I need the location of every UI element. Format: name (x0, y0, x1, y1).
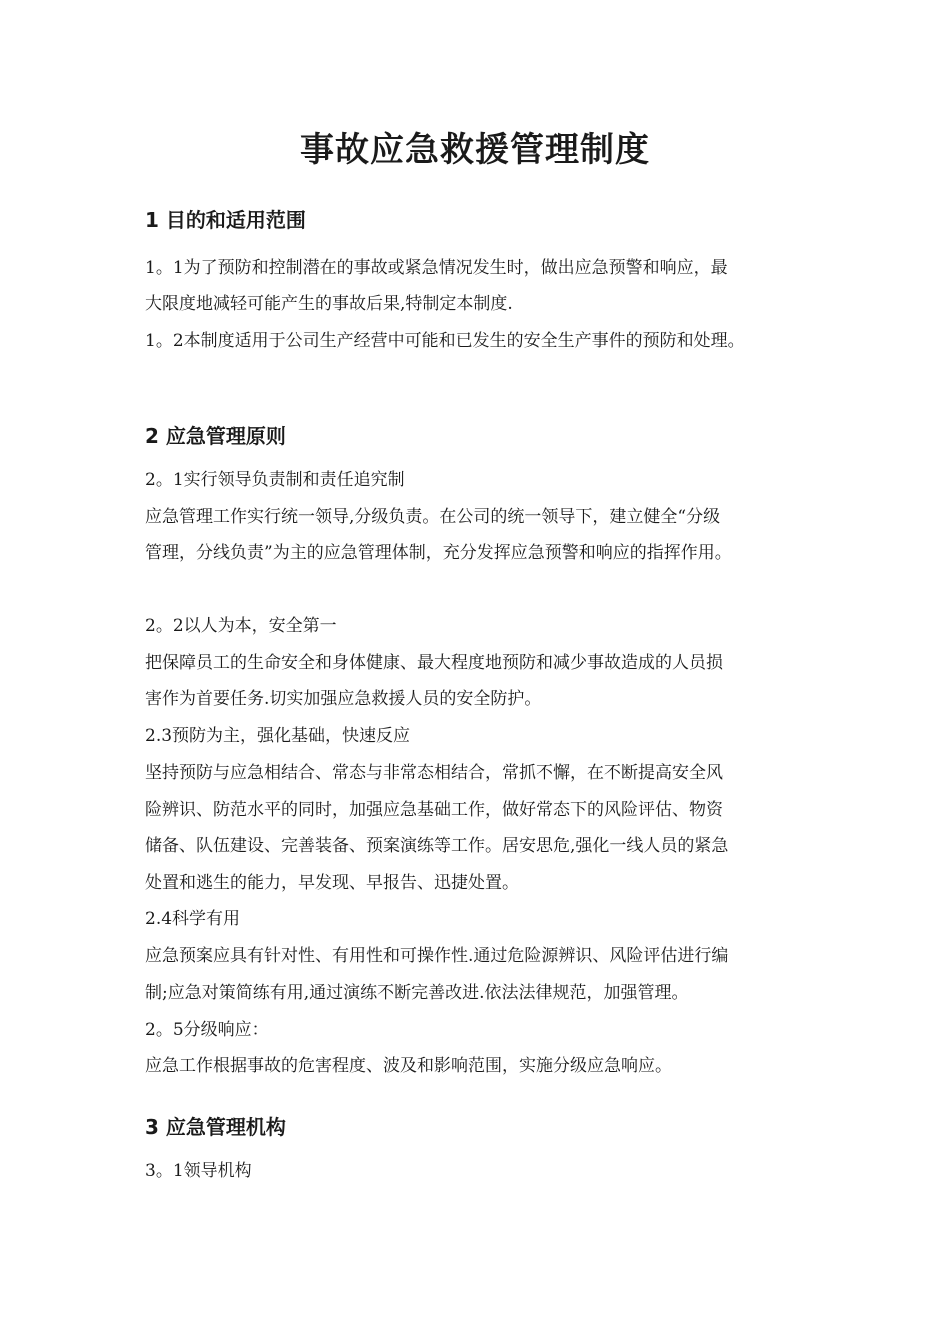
paragraph-line: 2.4科学有用 (145, 909, 241, 929)
paragraph-line: 储备、队伍建设、完善装备、预案演练等工作。居安思危,强化一线人员的紧急 (145, 836, 729, 856)
paragraph-line: 应急管理工作实行统一领导,分级负责。在公司的统一领导下，建立健全“分级 (145, 507, 721, 527)
section-heading-2: 2 应急管理原则 (145, 424, 286, 448)
document-title: 事故应急救援管理制度 (300, 130, 650, 170)
paragraph-line: 大限度地减轻可能产生的事故后果,特制定本制度. (145, 294, 513, 314)
paragraph-line: 2。5分级响应： (145, 1020, 269, 1040)
paragraph-line: 2。2以人为本，安全第一 (145, 616, 337, 636)
paragraph-line: 把保障员工的生命安全和身体健康、最大程度地预防和减少事故造成的人员损 (145, 653, 723, 673)
paragraph-line: 3。1领导机构 (145, 1161, 252, 1181)
paragraph-line: 应急预案应具有针对性、有用性和可操作性.通过危险源辨识、风险评估进行编 (145, 946, 729, 966)
paragraph-line: 1。2本制度适用于公司生产经营中可能和已发生的安全生产事件的预防和处理。 (145, 331, 745, 351)
paragraph-line: 2.3预防为主，强化基础，快速反应 (145, 726, 411, 746)
paragraph-line: 坚持预防与应急相结合、常态与非常态相结合，常抓不懈，在不断提高安全风 (145, 763, 723, 783)
paragraph-line: 害作为首要任务.切实加强应急救援人员的安全防护。 (145, 689, 542, 709)
paragraph-line: 处置和逃生的能力，早发现、早报告、迅捷处置。 (145, 873, 519, 893)
paragraph-line: 2。1实行领导负责制和责任追究制 (145, 470, 405, 490)
paragraph-line: 管理，分线负责”为主的应急管理体制，充分发挥应急预警和响应的指挥作用。 (145, 543, 732, 563)
section-heading-3: 3 应急管理机构 (145, 1115, 286, 1139)
paragraph-line: 制;应急对策简练有用,通过演练不断完善改进.依法法律规范，加强管理。 (145, 983, 689, 1003)
paragraph-line: 1。1为了预防和控制潜在的事故或紧急情况发生时，做出应急预警和响应，最 (145, 258, 728, 278)
paragraph-line: 险辨识、防范水平的同时，加强应急基础工作，做好常态下的风险评估、物资 (145, 800, 723, 820)
paragraph-line: 应急工作根据事故的危害程度、波及和影响范围，实施分级应急响应。 (145, 1056, 672, 1076)
section-heading-1: 1 目的和适用范围 (145, 208, 306, 232)
